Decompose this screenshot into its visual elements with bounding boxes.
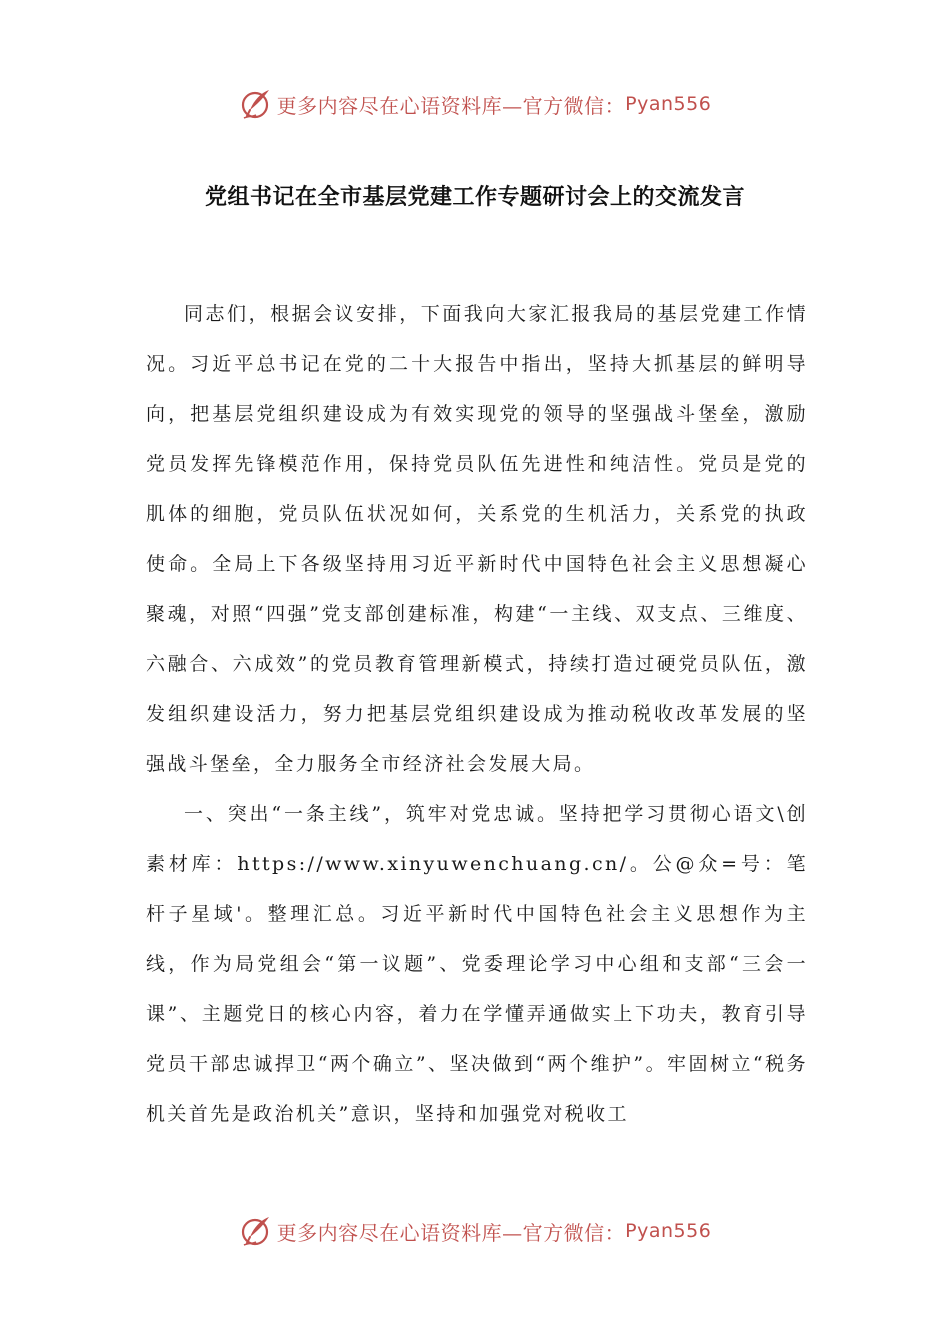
document-body (146, 289, 808, 1139)
paragraph-section-one: 一、突出“一条主线”，筑牢对党忠诚。坚持把学习贯彻心语文\创素材库：https://www.xinyuwenchuang.cn/。公@众=号：笔杆子星域'。整理汇总。习近平新时代中国特色社会主义思想作为主线，作为局党组会“第一议题”、党委理论学习中心组和支部“三会一课”、主题党日的核心内容，着力在学懂弄通做实上下功夫，教育引导党员干部忠诚捍卫“两个确立”、坚决做到“两个维护”。牢固树立“税务机关首先是政治机关”意识，坚持和加强党对税收工 (146, 803, 808, 1125)
watermark-text: 更多内容尽在心语资料库—官方微信： (276, 93, 626, 118)
watermark-text: 更多内容尽在心语资料库—官方微信： (276, 1220, 626, 1245)
quill-logo-icon (239, 1214, 273, 1248)
header-watermark (0, 82, 950, 126)
footer-watermark (0, 1209, 950, 1253)
paragraph-intro: 同志们，根据会议安排，下面我向大家汇报我局的基层党建工作情况。习近平总书记在党的二十大报告中指出，坚持大抓基层的鲜明导向，把基层党组织建设成为有效实现党的领导的坚强战斗堡垒，激励党员发挥先锋模范作用，保持党员队伍先进性和纯洁性。党员是党的肌体的细胞，党员队伍状况如何，关系党的生机活力，关系党的执政使命。全局上下各级坚持用习近平新时代中国特色社会主义思想凝心聚魂，对照“四强”党支部创建标准，构建“一主线、双支点、三维度、六融合、六成效”的党员教育管理新模式，持续打造过硬党员队伍，激发组织建设活力，努力把基层党组织建设成为推动税收改革发展的坚强战斗堡垒，全力服务全市经济社会发展大局。 (146, 303, 808, 775)
watermark-wechat-id: Pyan556 (625, 1220, 712, 1242)
document-title: 党组书记在全市基层党建工作专题研讨会上的交流发言 (204, 185, 745, 210)
quill-logo-icon (239, 87, 273, 121)
watermark-wechat-id: Pyan556 (625, 93, 712, 115)
